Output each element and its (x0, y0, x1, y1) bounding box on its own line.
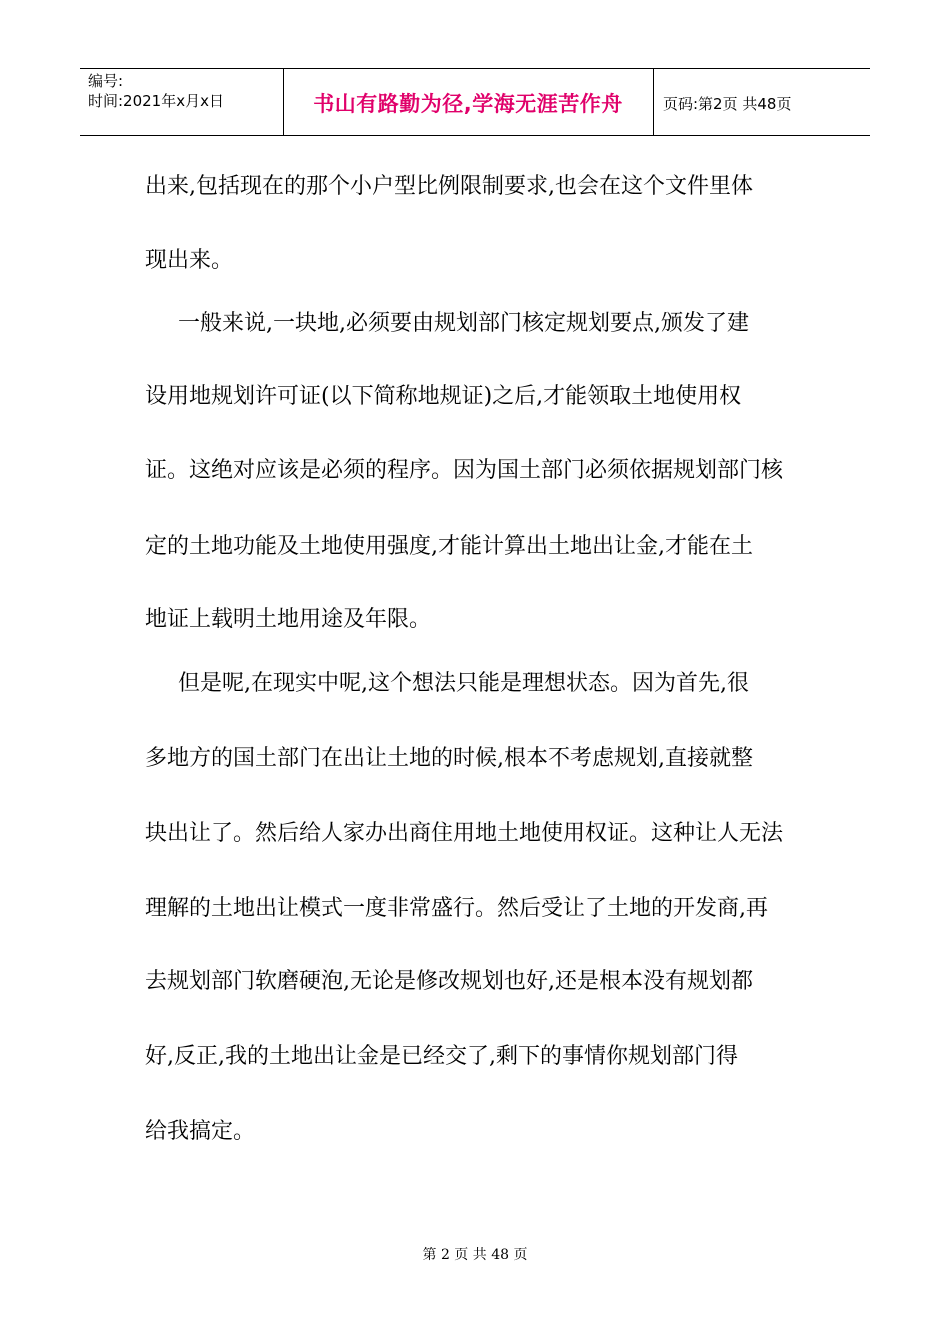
paragraph-start-2: 但是呢,在现实中呢,这个想法只能是理想状态。因为首先,很 (178, 671, 749, 696)
body-line-7: 地证上载明土地用途及年限。 (145, 607, 432, 632)
body-line-11: 理解的土地出让模式一度非常盛行。然后受让了土地的开发商,再 (145, 896, 768, 921)
document-date: 时间:2021年x月x日 (88, 92, 224, 110)
header-divider-right (653, 69, 654, 135)
body-line-6: 定的土地功能及土地使用强度,才能计算出土地出让金,才能在土 (145, 534, 753, 559)
header-motto: 书山有路勤为径,学海无涯苦作舟 (313, 92, 623, 116)
header-meta (88, 71, 224, 111)
body-line-2: 现出来。 (145, 248, 234, 273)
header-page-info: 页码:第2页 共48页 (663, 94, 792, 113)
body-line-10: 块出让了。然后给人家办出商住用地土地使用权证。这种让人无法 (145, 821, 784, 846)
body-line-5: 证。这绝对应该是必须的程序。因为国土部门必须依据规划部门核 (145, 458, 784, 483)
document-header (80, 68, 870, 136)
page-footer: 第 2 页 共 48 页 (422, 1247, 528, 1263)
body-line-9: 多地方的国土部门在出让土地的时候,根本不考虑规划,直接就整 (145, 746, 753, 771)
document-number-label: 编号: (88, 72, 124, 90)
body-line-4: 设用地规划许可证(以下简称地规证)之后,才能领取土地使用权 (145, 384, 742, 409)
body-line-13: 好,反正,我的土地出让金是已经交了,剩下的事情你规划部门得 (145, 1044, 738, 1069)
paragraph-start-1: 一般来说,一块地,必须要由规划部门核定规划要点,颁发了建 (178, 311, 749, 336)
body-line-14: 给我搞定。 (145, 1119, 256, 1144)
body-line-12: 去规划部门软磨硬泡,无论是修改规划也好,还是根本没有规划都 (145, 969, 753, 994)
body-line-1: 出来,包括现在的那个小户型比例限制要求,也会在这个文件里体 (145, 174, 753, 199)
